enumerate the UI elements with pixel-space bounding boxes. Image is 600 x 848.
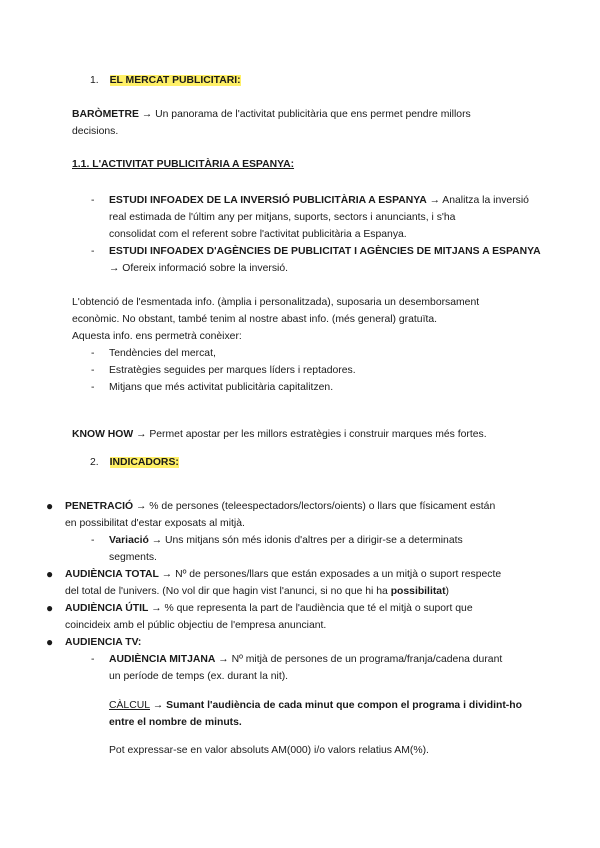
- infoadex-item-1-text-1: → Analitza la inversió: [426, 195, 529, 206]
- audiencia-total-text-2b: possibilitat: [390, 586, 446, 597]
- section-2-number: 2.: [90, 457, 99, 468]
- audiencia-util-line-1: [65, 600, 473, 617]
- dash-marker: -: [91, 348, 95, 359]
- variacio-line-1: [109, 532, 463, 549]
- barometre-term: BARÒMETRE: [72, 109, 139, 120]
- infoadex-item-1-term: ESTUDI INFOADEX DE LA INVERSIÓ PUBLICITÀRIA A ESPANYA: [109, 195, 427, 206]
- audiencia-total-term: AUDIÈNCIA TOTAL: [65, 569, 159, 580]
- audiencia-tv-term: AUDIENCIA TV:: [65, 637, 142, 648]
- dash-marker: -: [91, 365, 95, 376]
- bullet-marker: ●: [46, 635, 54, 649]
- barometre-text-1: → Un panorama de l'activitat publicitària que ens permet pendre millors: [138, 109, 471, 120]
- section-2-title: INDICADORS:: [109, 457, 179, 468]
- barometre-line-2: decisions.: [72, 126, 119, 137]
- paragraph-line-3: Aquesta info. ens permetrà conèixer:: [72, 331, 242, 342]
- paragraph-line-1: L'obtenció de l'esmentada info. (àmplia i personalitzada), suposaria un desemborsament: [72, 297, 480, 308]
- knowhow-line: [72, 426, 487, 443]
- knowhow-term: KNOW HOW: [72, 429, 134, 440]
- barometre-line-1: [72, 106, 471, 123]
- penetracio-line-2: en possibilitat d'estar exposats al mitjà.: [65, 518, 245, 529]
- audiencia-util-term: AUDIÈNCIA ÚTIL: [65, 603, 149, 614]
- section-1-number: 1.: [90, 75, 99, 86]
- audiencia-total-text-1: → Nº de persones/llars que están exposades a un mitjà o suport respecte: [158, 569, 502, 580]
- infoadex-item-1-line-3: consolidat com el referent sobre l'activitat publicitària a Espanya.: [109, 229, 407, 240]
- penetracio-text-1: → % de persones (teleespectadors/lectors/oients) o llars que físicament están: [133, 501, 496, 512]
- variacio-text-1: → Uns mitjans són més idonis d'altres per a dirigir-se a determinats: [148, 535, 463, 546]
- bullet-marker: ●: [46, 567, 54, 581]
- infoadex-item-2-line-2: → Ofereix informació sobre la inversió.: [109, 263, 289, 274]
- section-1-heading: [90, 72, 241, 89]
- list-item: Tendències del mercat,: [109, 348, 216, 359]
- audiencia-total-text-2a: del total de l'univers. (No vol dir que hagin vist l'anunci, si no que hi ha: [65, 586, 391, 597]
- dash-marker: -: [91, 654, 95, 665]
- dash-marker: -: [91, 246, 95, 257]
- penetracio-term: PENETRACIÓ: [65, 501, 134, 512]
- audiencia-total-line-2: [65, 583, 449, 600]
- audiencia-total-line-1: [65, 566, 501, 583]
- dash-marker: -: [91, 382, 95, 393]
- audiencia-total-text-2c: ): [445, 586, 450, 597]
- audiencia-mitjana-text-1: → Nº mitjà de persones de un programa/franja/cadena durant: [215, 654, 503, 665]
- knowhow-text: → Permet apostar per les millors estratègies i construir marques més fortes.: [133, 429, 487, 440]
- infoadex-item-1-line-2: real estimada de l'últim any per mitjans, suports, sectors i anunciants, i s'ha: [109, 212, 456, 223]
- list-item: Mitjans que més activitat publicitària capitalitzen.: [109, 382, 334, 393]
- bullet-marker: ●: [46, 601, 54, 615]
- audiencia-util-line-2: coincideix amb el públic objectiu de l'empresa anunciant.: [65, 620, 327, 631]
- section-2-heading: [90, 454, 179, 471]
- penetracio-line-1: [65, 498, 495, 515]
- subsection-title: 1.1. L'ACTIVITAT PUBLICITÀRIA A ESPANYA:: [72, 159, 295, 170]
- dash-marker: -: [91, 535, 95, 546]
- variacio-term: Variació: [109, 535, 149, 546]
- dash-marker: -: [91, 195, 95, 206]
- calcul-line-1: [109, 697, 522, 714]
- variacio-line-2: segments.: [109, 552, 157, 563]
- list-item: Estratègies seguides per marques líders i reptadores.: [109, 365, 356, 376]
- expressar-line: Pot expressar-se en valor absoluts AM(000) i/o valors relatius AM(%).: [109, 745, 429, 756]
- section-1-title: EL MERCAT PUBLICITARI:: [109, 75, 241, 86]
- bullet-marker: ●: [46, 499, 54, 513]
- calcul-line-2: entre el nombre de minuts.: [109, 717, 242, 728]
- calcul-term: CÀLCUL: [109, 700, 150, 711]
- calcul-text-1: → Sumant l'audiència de cada minut que compon el programa i dividint-ho: [150, 700, 522, 711]
- infoadex-item-2-term: ESTUDI INFOADEX D'AGÈNCIES DE PUBLICITAT I AGÈNCIES DE MITJANS A ESPANYA: [109, 246, 541, 257]
- paragraph-line-2: econòmic. No obstant, també tenim al nostre abast info. (més general) gratuïta.: [72, 314, 438, 325]
- audiencia-util-text-1: → % que representa la part de l'audiència que té el mitjà o suport que: [148, 603, 473, 614]
- audiencia-mitjana-term: AUDIÈNCIA MITJANA: [109, 654, 216, 665]
- audiencia-mitjana-line-2: un període de temps (ex. durant la nit).: [109, 671, 289, 682]
- audiencia-mitjana-line-1: [109, 651, 502, 668]
- infoadex-item-1-line-1: [109, 192, 529, 209]
